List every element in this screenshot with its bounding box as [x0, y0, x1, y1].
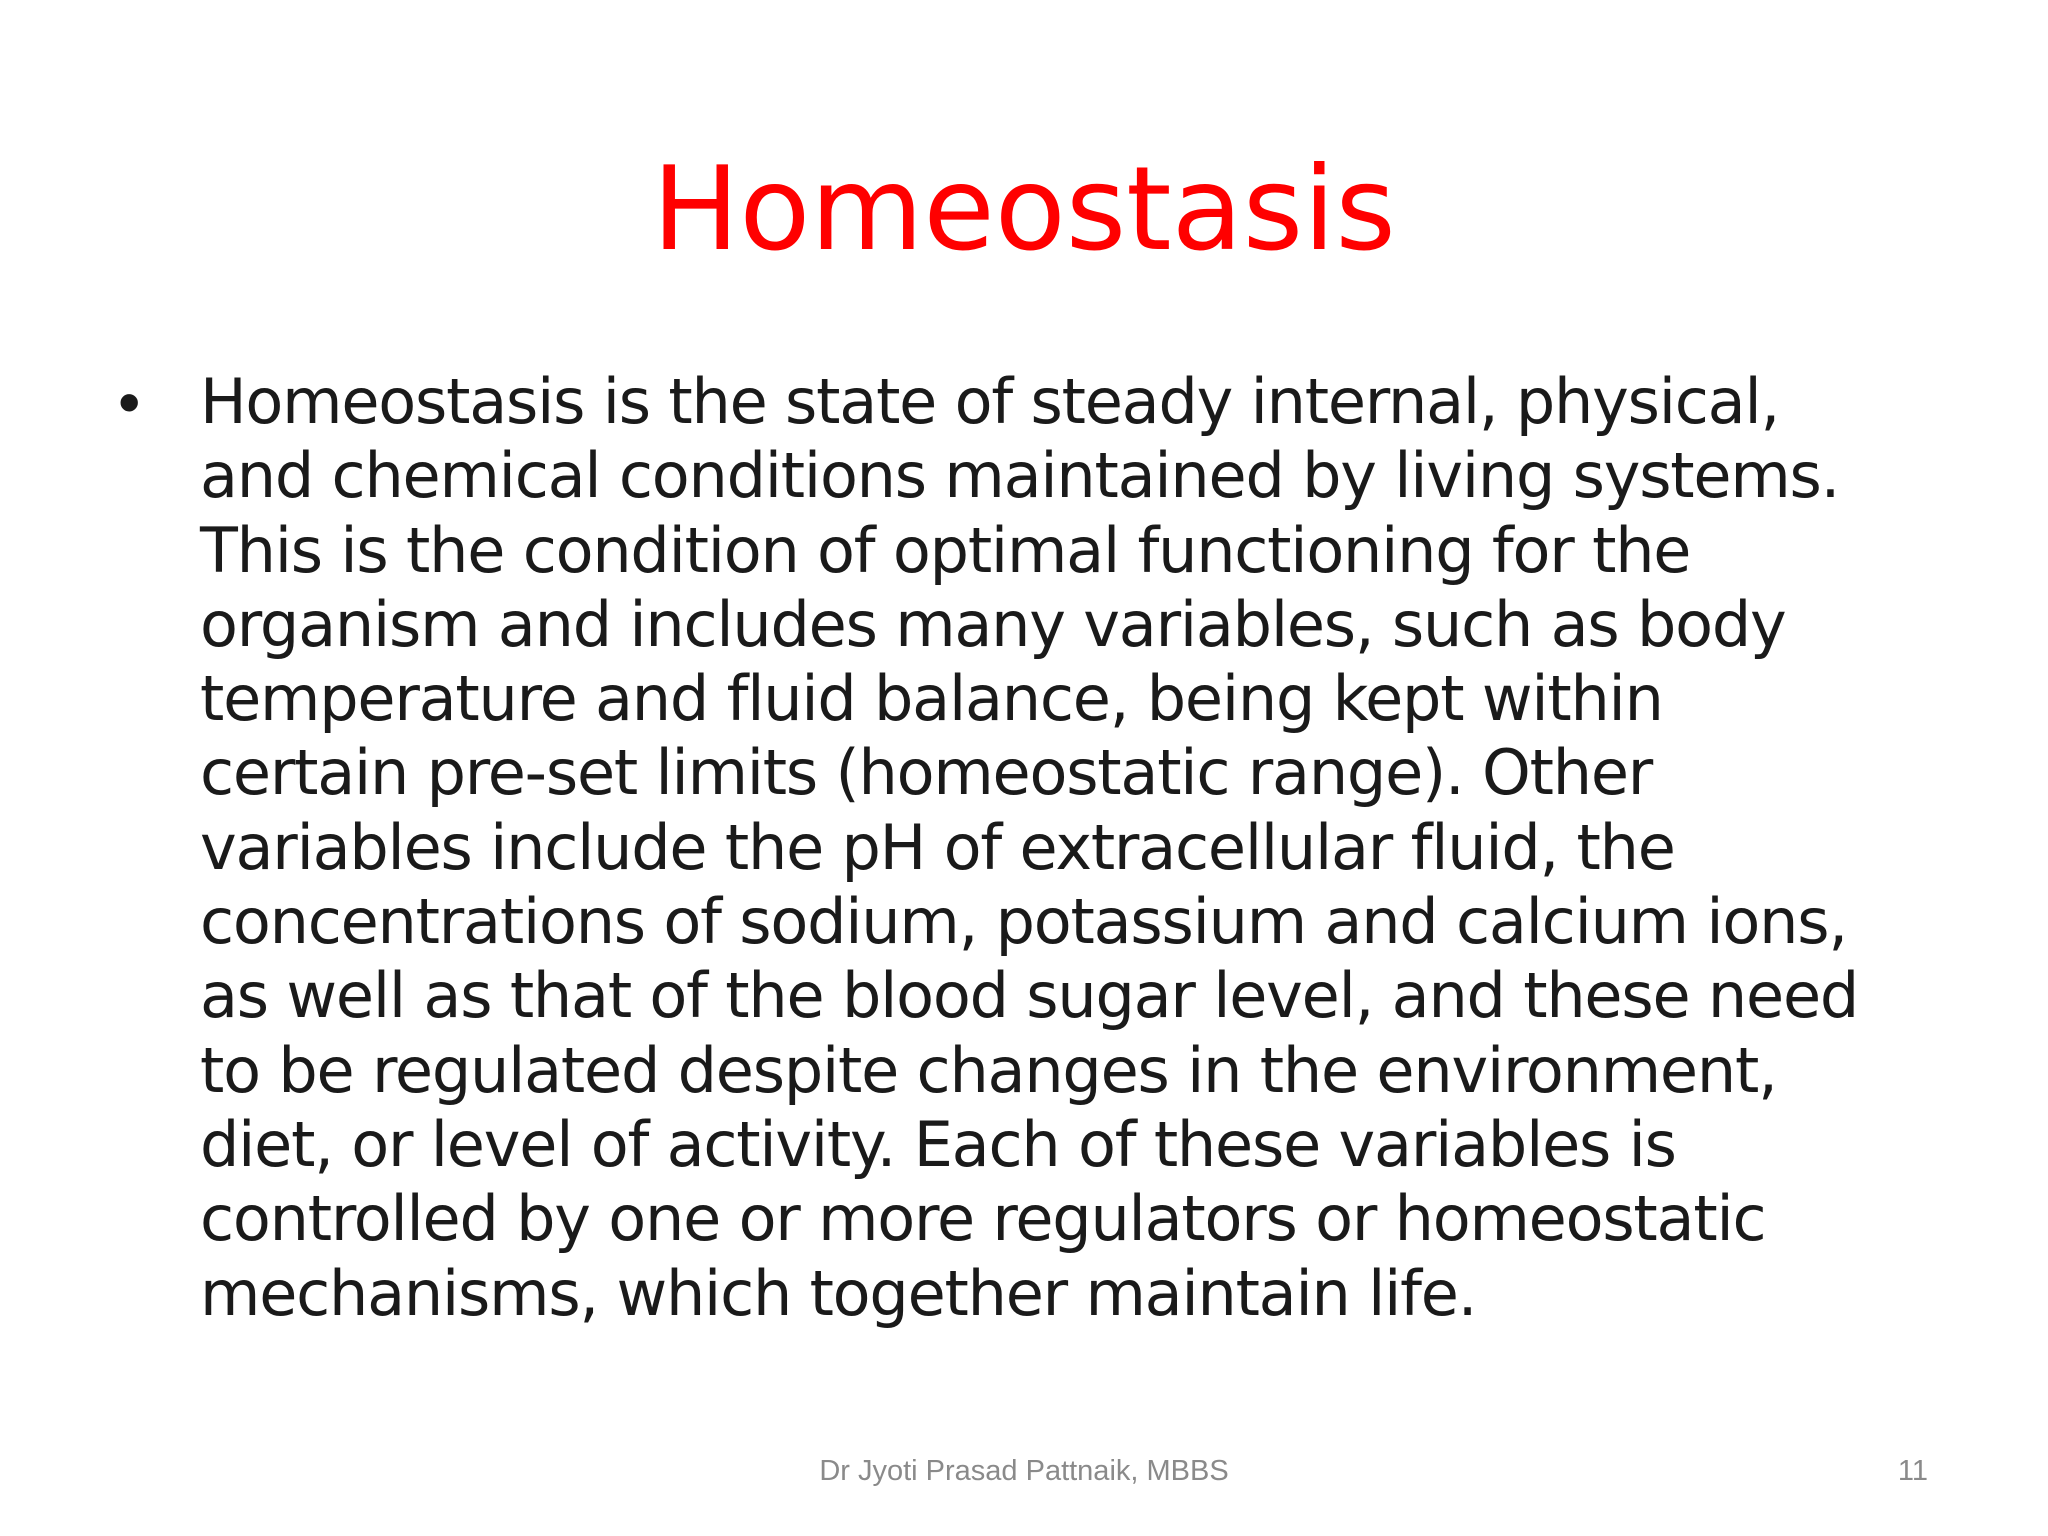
bullet-item	[118, 365, 1938, 1331]
slide-footer: Dr Jyoti Prasad Pattnaik, MBBS	[819, 1455, 1229, 1487]
text-line: as well as that of the blood sugar level, and these need	[200, 959, 1859, 1033]
text-line: organism and includes many variables, such as body	[200, 587, 1786, 661]
bullet-text	[200, 365, 1858, 1331]
text-line: Homeostasis is the state of steady internal, physical,	[200, 365, 1779, 438]
text-line: variables include the pH of extracellular fluid, the	[200, 810, 1675, 884]
text-line: This is the condition of optimal functioning for the	[200, 513, 1691, 587]
text-line: certain pre-set limits (homeostatic range). Other	[200, 736, 1653, 810]
text-line: mechanisms, which together maintain life.	[200, 1256, 1477, 1330]
text-line: to be regulated despite changes in the environment,	[200, 1033, 1777, 1107]
slide-title: Homeostasis	[652, 142, 1396, 277]
bullet-icon: •	[118, 366, 141, 438]
text-line: diet, or level of activity. Each of these variables is	[200, 1107, 1676, 1181]
content-area	[118, 365, 1938, 1331]
text-line: and chemical conditions maintained by living systems.	[200, 439, 1840, 513]
text-line: concentrations of sodium, potassium and calcium ions,	[200, 885, 1847, 959]
text-line: temperature and fluid balance, being kept within	[200, 662, 1663, 736]
page-number: 11	[1897, 1455, 1928, 1487]
text-line: controlled by one or more regulators or homeostatic	[200, 1182, 1766, 1256]
